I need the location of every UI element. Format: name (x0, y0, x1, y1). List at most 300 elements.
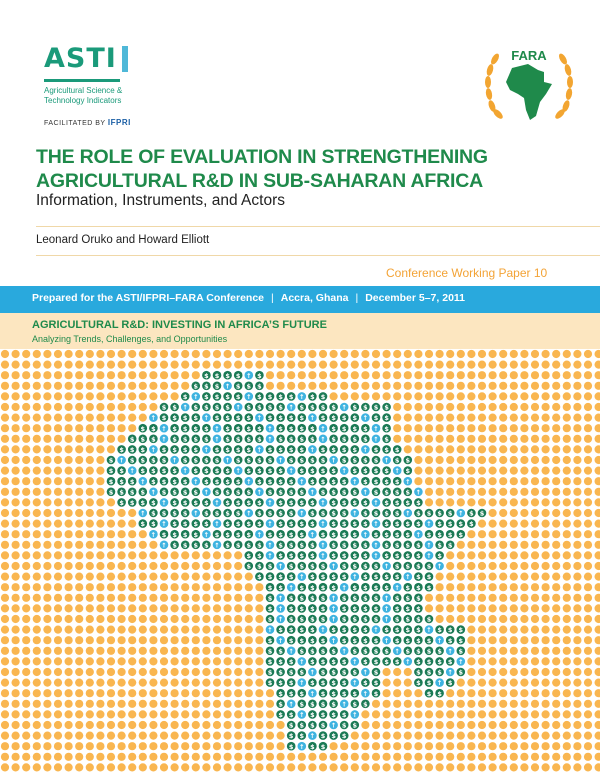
arrow-icon: ↑ (203, 488, 210, 497)
background-dot (478, 541, 486, 549)
arrow-icon: ↑ (436, 562, 443, 571)
background-dot (563, 679, 571, 687)
background-dot (139, 583, 147, 591)
arrow-icon: ↑ (182, 467, 188, 476)
background-dot (54, 594, 62, 602)
working-paper-label: Conference Working Paper 10 (386, 266, 548, 280)
arrow-icon: ↑ (447, 668, 453, 677)
background-dot (96, 435, 104, 443)
background-dot (33, 541, 41, 549)
dollar-icon: $ (331, 520, 336, 529)
background-dot (308, 753, 316, 761)
dollar-icon: $ (426, 573, 432, 582)
background-dot (171, 594, 179, 602)
background-dot (213, 594, 221, 602)
background-dot (149, 626, 157, 634)
arrow-icon: ↑ (362, 414, 369, 423)
background-dot (446, 371, 454, 379)
background-dot (457, 732, 465, 740)
background-dot (425, 498, 433, 506)
background-dot (457, 350, 465, 358)
background-dot (192, 732, 200, 740)
background-dot (520, 541, 528, 549)
dollar-icon: $ (278, 467, 283, 476)
background-dot (128, 668, 136, 676)
background-dot (139, 689, 147, 697)
background-dot (192, 742, 200, 750)
background-dot (171, 763, 179, 771)
background-dot (86, 456, 94, 464)
dollar-icon: $ (416, 594, 421, 603)
dollar-icon: $ (288, 552, 294, 560)
background-dot (118, 414, 126, 422)
background-dot (75, 392, 83, 400)
arrow-icon: ↑ (362, 446, 369, 454)
background-dot (330, 392, 338, 400)
background-dot (552, 562, 560, 570)
arrow-icon: ↑ (161, 424, 167, 433)
dollar-icon: $ (341, 446, 347, 454)
background-dot (107, 403, 115, 411)
arrow-icon: ↑ (426, 541, 432, 550)
background-dot (584, 403, 592, 411)
background-dot (542, 700, 550, 708)
background-dot (107, 573, 115, 581)
dollar-icon: $ (299, 647, 305, 656)
dollar-icon: $ (235, 382, 241, 391)
background-dot (139, 371, 147, 379)
background-dot (425, 350, 433, 358)
background-dot (520, 679, 528, 687)
dollar-icon: $ (161, 467, 167, 476)
background-dot (446, 604, 454, 612)
background-dot (531, 679, 539, 687)
background-dot (520, 604, 528, 612)
background-dot (128, 424, 136, 432)
arrow-icon: ↑ (373, 499, 379, 507)
background-dot (171, 615, 179, 623)
arrow-icon: ↑ (383, 594, 390, 603)
dollar-icon: $ (140, 467, 146, 476)
background-dot (128, 636, 136, 644)
background-dot (75, 456, 83, 464)
background-dot (1, 445, 9, 453)
background-dot (552, 414, 560, 422)
background-dot (393, 668, 401, 676)
dollar-icon: $ (352, 594, 358, 603)
background-dot (255, 721, 263, 729)
arrow-icon: ↑ (140, 477, 146, 486)
dollar-icon: $ (278, 658, 283, 666)
background-dot (86, 520, 94, 528)
background-dot (552, 657, 560, 665)
dollar-icon: $ (363, 679, 368, 688)
background-dot (499, 541, 507, 549)
background-dot (245, 604, 253, 612)
background-dot (520, 657, 528, 665)
background-dot (531, 763, 539, 771)
background-dot (171, 679, 179, 687)
background-dot (510, 753, 518, 761)
dollar-icon: $ (182, 446, 188, 454)
dollar-icon: $ (278, 583, 283, 592)
background-dot (1, 403, 9, 411)
dollar-icon: $ (384, 424, 389, 433)
background-dot (139, 403, 147, 411)
background-dot (414, 424, 422, 432)
dollar-icon: $ (331, 446, 336, 454)
background-dot (478, 721, 486, 729)
background-dot (65, 361, 73, 369)
background-dot (33, 520, 41, 528)
dollar-icon: $ (225, 499, 230, 507)
arrow-icon: ↑ (352, 679, 358, 688)
dollar-icon: $ (172, 467, 177, 476)
dollar-icon: $ (129, 477, 135, 486)
background-dot (573, 467, 581, 475)
background-dot (54, 604, 62, 612)
background-dot (245, 647, 253, 655)
background-dot (266, 753, 274, 761)
background-dot (234, 647, 242, 655)
background-dot (520, 562, 528, 570)
background-dot (446, 753, 454, 761)
background-dot (86, 710, 94, 718)
background-dot (573, 763, 581, 771)
arrow-icon: ↑ (288, 467, 294, 476)
arrow-icon: ↑ (436, 636, 443, 645)
background-dot (393, 732, 401, 740)
background-dot (12, 604, 20, 612)
dollar-icon: $ (458, 636, 464, 645)
dollar-icon: $ (363, 573, 368, 582)
background-dot (160, 583, 168, 591)
background-dot (489, 520, 497, 528)
background-dot (478, 583, 486, 591)
background-dot (171, 742, 179, 750)
background-dot (213, 721, 221, 729)
background-dot (128, 763, 136, 771)
background-dot (171, 604, 179, 612)
background-dot (361, 350, 369, 358)
dollar-icon: $ (246, 467, 252, 476)
dollar-icon: $ (267, 488, 273, 497)
background-dot (595, 700, 600, 708)
dollar-icon: $ (320, 658, 326, 666)
dollar-icon: $ (437, 530, 442, 539)
background-dot (351, 392, 359, 400)
background-dot (478, 350, 486, 358)
background-dot (234, 551, 242, 559)
background-dot (86, 488, 94, 496)
dollar-icon: $ (384, 647, 389, 656)
background-dot (12, 350, 20, 358)
background-dot (361, 763, 369, 771)
background-dot (96, 392, 104, 400)
dollar-icon: $ (204, 435, 209, 444)
background-dot (340, 361, 348, 369)
background-dot (520, 763, 528, 771)
background-dot (181, 668, 189, 676)
background-dot (510, 573, 518, 581)
dollar-icon: $ (288, 509, 294, 518)
background-dot (33, 350, 41, 358)
background-dot (43, 721, 51, 729)
background-dot (181, 710, 189, 718)
background-dot (446, 721, 454, 729)
dollar-icon: $ (204, 520, 209, 529)
arrow-icon: ↑ (309, 732, 316, 741)
background-dot (573, 371, 581, 379)
background-dot (499, 668, 507, 676)
arrow-icon: ↑ (256, 446, 263, 454)
arrow-icon: ↑ (373, 424, 379, 433)
dollar-icon: $ (151, 424, 156, 433)
background-dot (573, 435, 581, 443)
dollar-icon: $ (331, 668, 336, 677)
arrow-icon: ↑ (256, 414, 263, 423)
background-dot (372, 382, 380, 390)
background-dot (171, 689, 179, 697)
background-dot (12, 477, 20, 485)
background-dot (520, 721, 528, 729)
background-dot (298, 763, 306, 771)
background-dot (436, 721, 444, 729)
background-dot (65, 583, 73, 591)
background-dot (96, 488, 104, 496)
background-dot (245, 583, 253, 591)
background-dot (446, 477, 454, 485)
background-dot (12, 467, 20, 475)
background-dot (202, 647, 210, 655)
background-dot (531, 732, 539, 740)
dollar-icon: $ (182, 456, 188, 465)
background-dot (181, 742, 189, 750)
arrow-icon: ↑ (436, 679, 443, 688)
arrow-icon: ↑ (362, 689, 369, 698)
background-dot (107, 361, 115, 369)
background-dot (255, 710, 263, 718)
background-dot (181, 350, 189, 358)
background-dot (531, 647, 539, 655)
background-dot (552, 520, 560, 528)
background-dot (436, 382, 444, 390)
background-dot (245, 679, 253, 687)
dollar-icon: $ (193, 541, 199, 550)
background-dot (467, 371, 475, 379)
background-dot (75, 689, 83, 697)
background-dot (255, 689, 263, 697)
background-dot (224, 604, 232, 612)
background-dot (478, 573, 486, 581)
background-dot (139, 721, 147, 729)
dollar-icon: $ (182, 509, 188, 518)
dollar-icon: $ (373, 530, 379, 539)
background-dot (573, 668, 581, 676)
dollar-icon: $ (214, 403, 220, 412)
background-dot (446, 689, 454, 697)
dollar-icon: $ (214, 530, 220, 539)
background-dot (128, 371, 136, 379)
dollar-icon: $ (426, 668, 432, 677)
dollar-icon: $ (182, 530, 188, 539)
background-dot (54, 636, 62, 644)
background-dot (563, 382, 571, 390)
background-dot (65, 445, 73, 453)
background-dot (255, 647, 263, 655)
dollar-icon: $ (267, 636, 273, 645)
background-dot (595, 583, 600, 591)
background-dot (43, 583, 51, 591)
background-dot (531, 530, 539, 538)
background-dot (149, 562, 157, 570)
background-dot (499, 753, 507, 761)
dollar-icon: $ (129, 446, 135, 454)
background-dot (393, 679, 401, 687)
background-dot (171, 710, 179, 718)
background-dot (43, 657, 51, 665)
background-dot (467, 498, 475, 506)
background-dot (414, 742, 422, 750)
background-dot (584, 710, 592, 718)
background-dot (96, 594, 104, 602)
background-dot (563, 562, 571, 570)
background-dot (54, 721, 62, 729)
arrow-icon: ↑ (299, 509, 305, 518)
arrow-icon: ↑ (352, 711, 358, 719)
dollar-icon: $ (416, 636, 421, 645)
background-dot (160, 700, 168, 708)
dollar-icon: $ (257, 456, 262, 465)
background-dot (22, 435, 30, 443)
dollar-icon: $ (394, 499, 400, 507)
arrow-icon: ↑ (161, 499, 167, 507)
background-dot (563, 583, 571, 591)
background-dot (446, 498, 454, 506)
background-dot (436, 424, 444, 432)
background-dot (552, 456, 560, 464)
background-dot (65, 509, 73, 517)
background-dot (266, 350, 274, 358)
background-dot (65, 573, 73, 581)
dollar-icon: $ (257, 562, 262, 571)
background-dot (139, 573, 147, 581)
background-dot (22, 403, 30, 411)
dollar-icon: $ (363, 541, 368, 550)
background-dot (43, 424, 51, 432)
background-dot (499, 350, 507, 358)
background-dot (234, 710, 242, 718)
background-dot (478, 382, 486, 390)
dollar-icon: $ (172, 403, 177, 412)
background-dot (436, 477, 444, 485)
background-dot (266, 742, 274, 750)
dollar-icon: $ (235, 488, 241, 497)
background-dot (542, 657, 550, 665)
background-dot (595, 689, 600, 697)
background-dot (372, 371, 380, 379)
dollar-icon: $ (257, 435, 262, 444)
background-dot (552, 753, 560, 761)
background-dot (573, 626, 581, 634)
arrow-icon: ↑ (352, 573, 358, 582)
dollar-icon: $ (341, 658, 347, 666)
dollar-icon: $ (257, 403, 262, 412)
background-dot (595, 488, 600, 496)
arrow-icon: ↑ (383, 615, 390, 624)
background-dot (149, 742, 157, 750)
background-dot (531, 350, 539, 358)
background-dot (499, 424, 507, 432)
dollar-icon: $ (151, 467, 156, 476)
conference-date: December 5–7, 2011 (365, 292, 466, 304)
arrow-icon: ↑ (288, 403, 294, 412)
dollar-icon: $ (161, 530, 167, 539)
background-dot (234, 626, 242, 634)
africa-dot-map (0, 349, 600, 776)
dollar-icon: $ (288, 499, 294, 507)
dollar-icon: $ (193, 456, 199, 465)
dollar-icon: $ (320, 742, 326, 751)
background-dot (43, 679, 51, 687)
background-dot (467, 573, 475, 581)
dollar-icon: $ (373, 647, 379, 656)
dollar-icon: $ (278, 679, 283, 688)
background-dot (510, 477, 518, 485)
background-dot (96, 636, 104, 644)
background-dot (54, 763, 62, 771)
background-dot (192, 371, 200, 379)
background-dot (234, 763, 242, 771)
dollar-icon: $ (299, 446, 305, 454)
background-dot (361, 392, 369, 400)
background-dot (65, 467, 73, 475)
background-dot (54, 732, 62, 740)
background-dot (467, 445, 475, 453)
background-dot (499, 435, 507, 443)
background-dot (12, 647, 20, 655)
background-dot (584, 753, 592, 761)
background-dot (595, 721, 600, 729)
background-dot (520, 742, 528, 750)
background-dot (181, 615, 189, 623)
background-dot (340, 382, 348, 390)
background-dot (351, 753, 359, 761)
background-dot (96, 477, 104, 485)
background-dot (192, 710, 200, 718)
background-dot (478, 403, 486, 411)
background-dot (65, 710, 73, 718)
dollar-icon: $ (341, 552, 347, 560)
background-dot (542, 403, 550, 411)
background-dot (542, 382, 550, 390)
background-dot (425, 424, 433, 432)
background-dot (86, 509, 94, 517)
background-dot (75, 700, 83, 708)
background-dot (139, 700, 147, 708)
background-dot (118, 350, 126, 358)
background-dot (457, 710, 465, 718)
background-dot (552, 732, 560, 740)
background-dot (489, 350, 497, 358)
background-dot (118, 668, 126, 676)
dollar-icon: $ (405, 605, 411, 613)
background-dot (181, 732, 189, 740)
background-dot (1, 636, 9, 644)
dollar-icon: $ (363, 594, 368, 603)
background-dot (404, 742, 412, 750)
background-dot (510, 488, 518, 496)
